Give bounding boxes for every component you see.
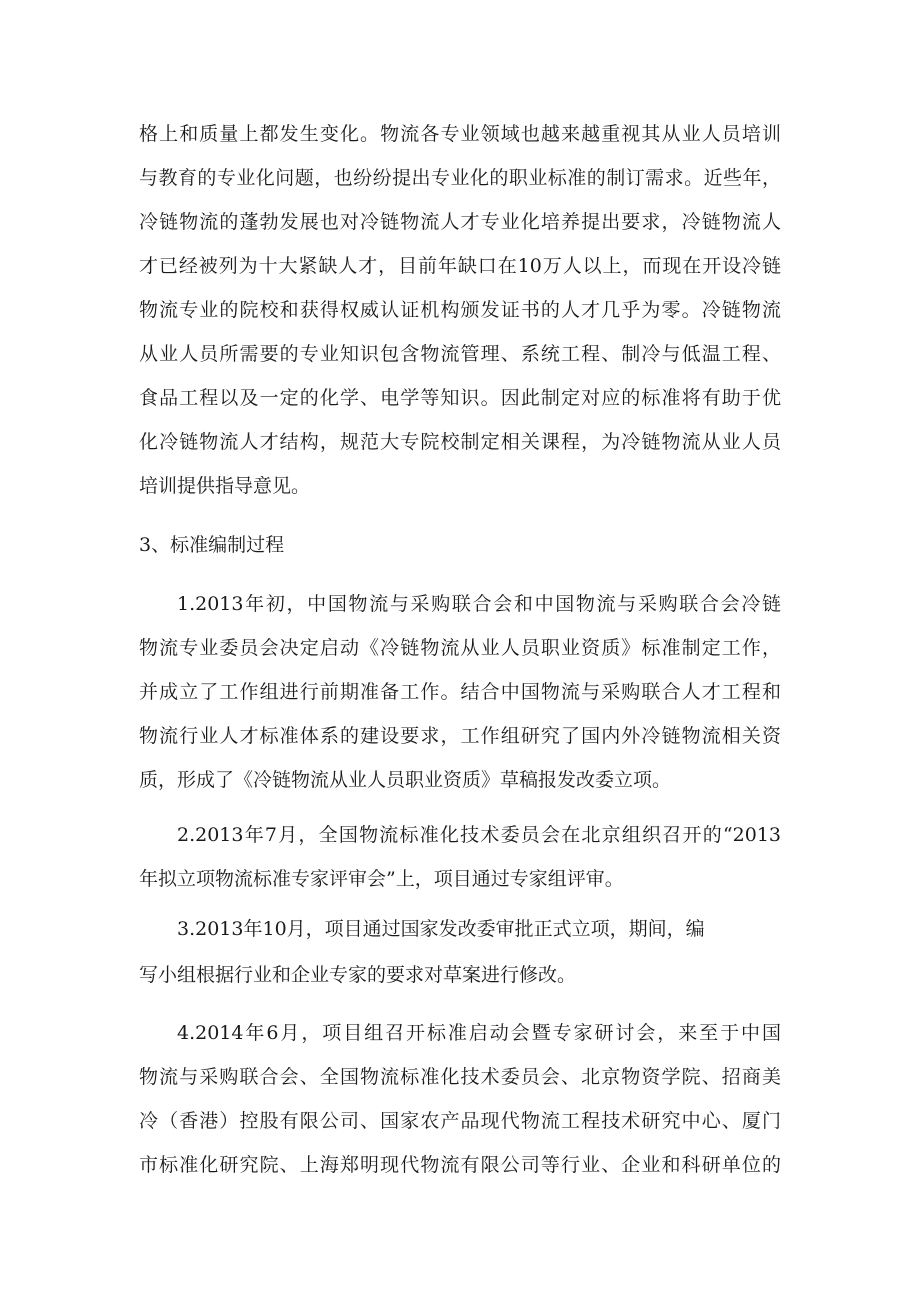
list-item-line: 市标准化研究院、上海郑明现代物流有限公司等行业、企业和科研单位的: [139, 1154, 781, 1176]
paragraph-line: 化冷链物流人才结构，规范大专院校制定相关课程，为冷链物流从业人员: [139, 431, 781, 453]
paragraph-line: 培训提供指导意见。: [139, 475, 311, 497]
section-heading: 3、标准编制过程: [139, 534, 285, 556]
list-item-line: 写小组根据行业和企业专家的要求对草案进行修改。: [139, 964, 577, 986]
list-item-line: 2.2013年7月，全国物流标准化技术委员会在北京组织召开的“2013: [177, 824, 781, 846]
paragraph-line: 从业人员所需要的专业知识包含物流管理、系统工程、制冷与低温工程、: [139, 343, 781, 365]
list-item-line: 年拟立项物流标准专家评审会”上，项目通过专家组评审。: [139, 868, 624, 890]
list-item-line: 物流与采购联合会、全国物流标准化技术委员会、北京物资学院、招商美: [139, 1066, 781, 1088]
paragraph-line: 才已经被列为十大紧缺人才，目前年缺口在10万人以上，而现在开设冷链: [139, 255, 781, 277]
list-item-line: 4.2014年6月，项目组召开标准启动会暨专家研讨会，来至于中国: [177, 1022, 781, 1044]
paragraph-line: 食品工程以及一定的化学、电学等知识。因此制定对应的标准将有助于优: [139, 387, 781, 409]
paragraph-line: 物流专业的院校和获得权威认证机构颁发证书的人才几乎为零。冷链物流: [139, 299, 781, 321]
paragraph-line: 格上和质量上都发生变化。物流各专业领域也越来越重视其从业人员培训: [139, 123, 781, 145]
list-item-line: 物流行业人才标准体系的建设要求，工作组研究了国内外冷链物流相关资: [139, 725, 781, 747]
list-item-line: 物流专业委员会决定启动《冷链物流从业人员职业资质》标准制定工作，: [139, 637, 781, 659]
list-item-line: 3.2013年10月，项目通过国家发改委审批正式立项，期间，编: [177, 918, 705, 940]
paragraph-line: 冷链物流的蓬勃发展也对冷链物流人才专业化培养提出要求，冷链物流人: [139, 211, 781, 233]
list-item-line: 冷（香港）控股有限公司、国家农产品现代物流工程技术研究中心、厦门: [139, 1110, 781, 1132]
paragraph-line: 与教育的专业化问题，也纷纷提出专业化的职业标准的制订需求。近些年，: [139, 167, 781, 189]
list-item-line: 并成立了工作组进行前期准备工作。结合中国物流与采购联合人才工程和: [139, 681, 781, 703]
list-item-line: 1.2013年初，中国物流与采购联合会和中国物流与采购联合会冷链: [177, 593, 781, 615]
list-item-line: 质，形成了《冷链物流从业人员职业资质》草稿报发改委立项。: [139, 769, 672, 791]
